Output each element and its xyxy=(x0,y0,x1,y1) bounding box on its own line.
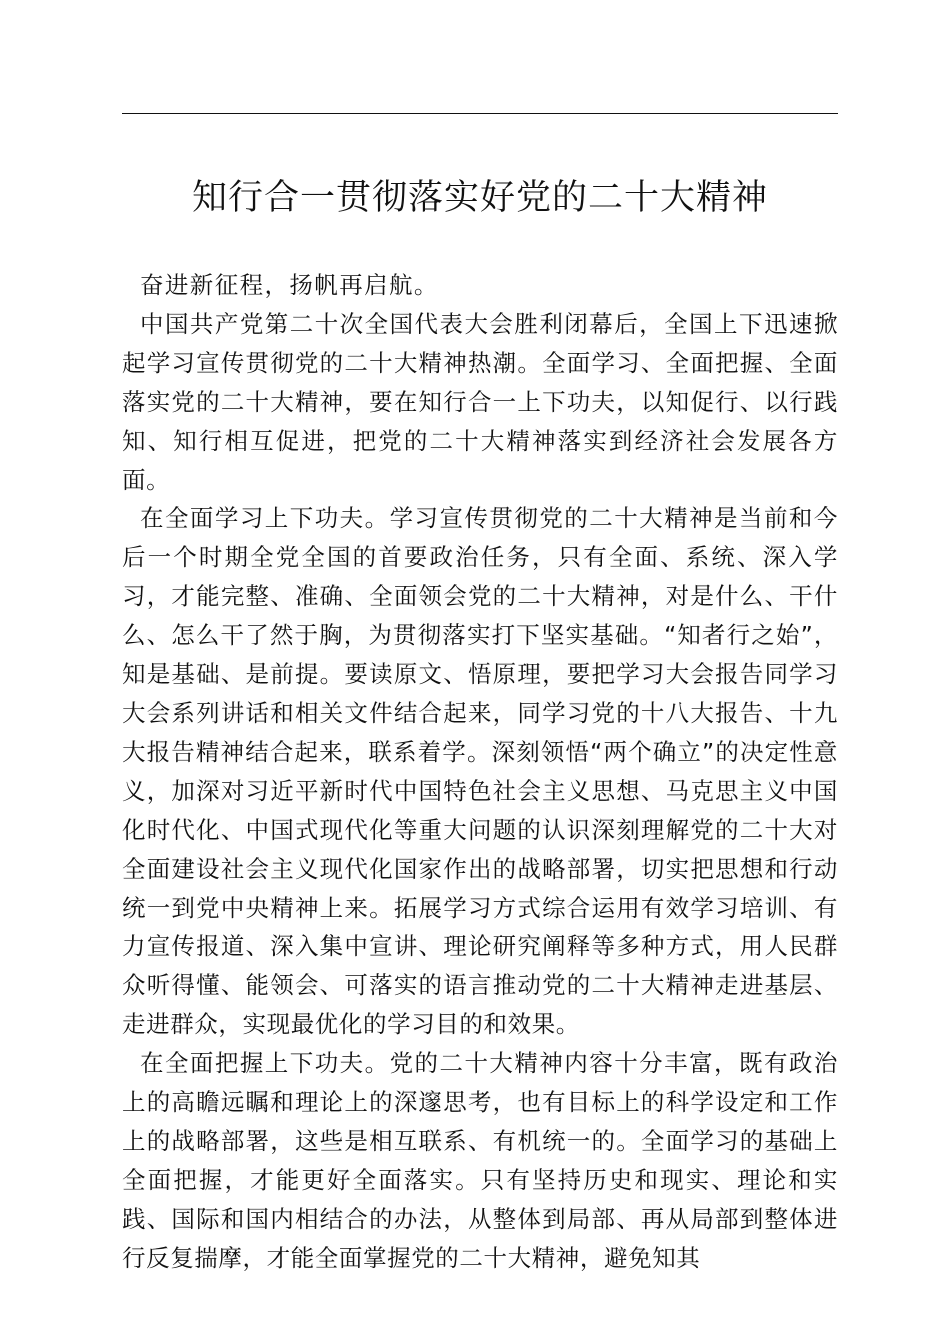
header-rule xyxy=(122,113,838,114)
document-title: 知行合一贯彻落实好党的二十大精神 xyxy=(191,178,768,218)
paragraph-overview: 中国共产党第二十次全国代表大会胜利闭幕后，全国上下迅速掀起学习宣传贯彻党的二十大精神热潮。全面学习、全面把握、全面落实党的二十大精神，要在知行合一上下功夫，以知促行、以行践知、知行相互促进，把党的二十大精神落实到经济社会发展各方面。 xyxy=(122,309,838,494)
paragraph-comprehensive-grasp: 在全面把握上下功夫。党的二十大精神内容十分丰富，既有政治上的高瞻远瞩和理论上的深邃思考，也有目标上的科学设定和工作上的战略部署，这些是相互联系、有机统一的。全面学习的基础上全面把握，才能更好全面落实。只有坚持历史和现实、理论和实践、国际和国内相结合的办法，从整体到局部、再从局部到整体进行反复揣摩，才能全面掌握党的二十大精神，避免知其 xyxy=(122,1049,838,1272)
document-body xyxy=(122,266,838,1278)
paragraph-intro: 奋进新征程，扬帆再启航。 xyxy=(140,271,439,299)
paragraph-comprehensive-study: 在全面学习上下功夫。学习宣传贯彻党的二十大精神是当前和今后一个时期全党全国的首要政治任务，只有全面、系统、深入学习，才能完整、准确、全面领会党的二十大精神，对是什么、干什么、怎么干了然于胸，为贯彻落实打下坚实基础。“知者行之始”，知是基础、是前提。要读原文、悟原理，要把学习大会报告同学习大会系列讲话和相关文件结合起来，同学习党的十八大报告、十九大报告精神结合起来，联系着学。深刻领悟“两个确立”的决定性意义，加深对习近平新时代中国特色社会主义思想、马克思主义中国化时代化、中国式现代化等重大问题的认识深刻理解党的二十大对全面建设社会主义现代化国家作出的战略部署，切实把思想和行动统一到党中央精神上来。拓展学习方式综合运用有效学习培训、有力宣传报道、深入集中宣讲、理论研究阐释等多种方式，用人民群众听得懂、能领会、可落实的语言推动党的二十大精神走进基层、走进群众，实现最优化的学习目的和效果。 xyxy=(122,504,838,1039)
